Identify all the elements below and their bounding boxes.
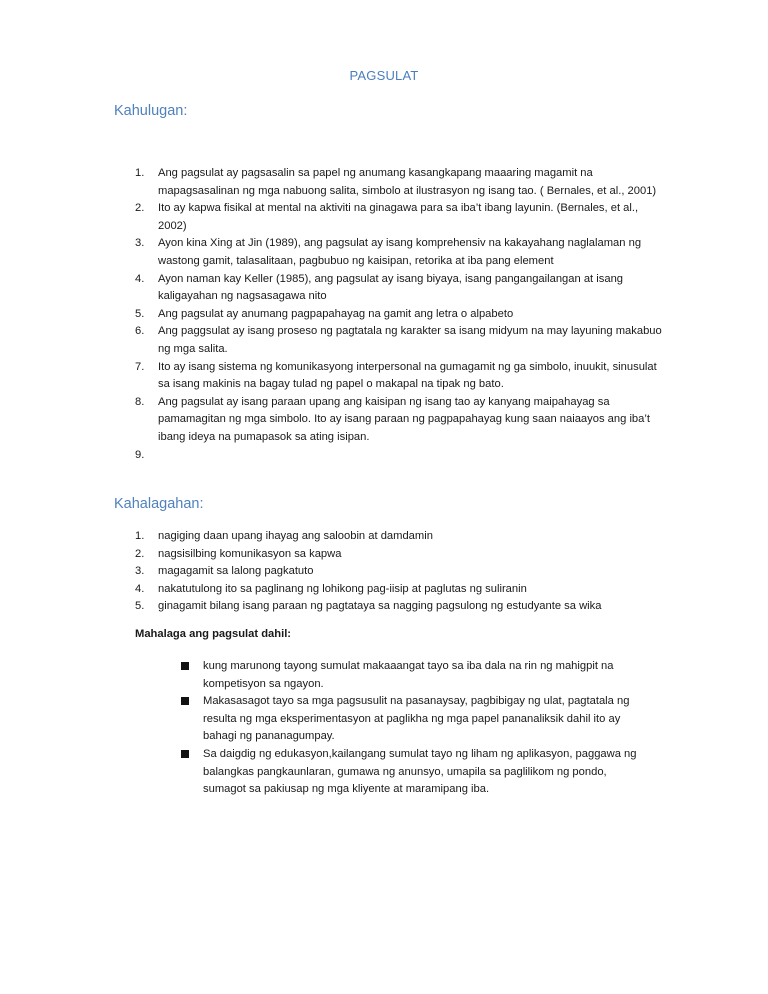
- list-item-number: 3.: [135, 237, 145, 250]
- bullet-item: [181, 746, 651, 799]
- square-bullet-icon: [181, 662, 189, 670]
- list-item: [135, 546, 665, 564]
- list-item-number: 5.: [135, 307, 145, 320]
- list-item-number: 3.: [135, 565, 145, 578]
- kahalagahan-list: [135, 528, 665, 616]
- list-item-number: 1.: [135, 167, 145, 179]
- list-item-text: Ito ay kapwa fisikal at mental na aktiviti na ginagawa para sa iba’t ibang layunin. (Bernales, et al., 2002): [158, 202, 639, 232]
- list-item: [135, 271, 665, 306]
- bullet-item-text: Makasasagot tayo sa mga pagsusulit na pasanaysay, pagbibigay ng ulat, pagtatala ng resulta ng mga eksperimentasyon at paglikha ng mga papel pananaliksik dahil ito ay bahagi ng pananagumpay.: [203, 695, 630, 743]
- list-item: [135, 447, 665, 465]
- list-item: [135, 528, 665, 546]
- list-item-text: Ang pagsulat ay anumang pagpapahayag na gamit ang letra o alpabeto: [158, 307, 514, 320]
- list-item-text: Ang pagsulat ay isang paraan upang ang kaisipan ng isang tao ay kanyang maipahayag sa pamamagitan ng mga simbolo. Ito ay isang paraan ng pagpapahayag kung saan naiaayos ang iba’t ibang ideya na pumapasok sa ating isipan.: [158, 395, 650, 443]
- list-item-text: magagamit sa lalong pagkatuto: [158, 565, 314, 578]
- kahulugan-list: [135, 165, 665, 464]
- list-item: [135, 581, 665, 599]
- list-item: [135, 394, 665, 447]
- bullet-item: [181, 658, 651, 693]
- list-item-number: 4.: [135, 582, 145, 595]
- list-item-number: 1.: [135, 530, 145, 542]
- list-item-text: [158, 449, 161, 461]
- list-item: [135, 200, 665, 235]
- list-item: [135, 563, 665, 581]
- list-item-number: 6.: [135, 325, 145, 338]
- list-item-number: 5.: [135, 600, 145, 613]
- list-item-text: Ang paggsulat ay isang proseso ng pagtatala ng karakter sa isang midyum na may layuning makabuo ng mga salita.: [158, 325, 662, 355]
- list-item-text: ginagamit bilang isang paraan ng pagtataya sa nagging pagsulong ng estudyante sa wika: [158, 600, 602, 613]
- mahalaga-subheading: Mahalaga ang pagsulat dahil:: [135, 628, 292, 640]
- list-item-number: 4.: [135, 272, 145, 285]
- list-item-text: nagsisilbing komunikasyon sa kapwa: [158, 547, 342, 560]
- list-item: [135, 235, 665, 270]
- list-item: [135, 323, 665, 358]
- list-item-text: Ito ay isang sistema ng komunikasyong interpersonal na gumagamit ng ga simbolo, inuukit, sinusulat sa isang makinis na bagay tulad ng papel o makapal na tipak ng bato.: [158, 360, 657, 391]
- list-item: [135, 598, 665, 616]
- kahulugan-heading: Kahulugan:: [114, 103, 188, 119]
- list-item-number: 8.: [135, 395, 145, 408]
- list-item-number: 7.: [135, 360, 145, 373]
- list-item-number: 2.: [135, 547, 145, 560]
- list-item-number: 2.: [135, 202, 145, 215]
- list-item-text: Ayon naman kay Keller (1985), ang pagsulat ay isang biyaya, isang pangangailangan at isang kaligayahan ng nagsasagawa nito: [158, 272, 624, 303]
- mahalaga-bullet-list: [181, 658, 651, 799]
- bullet-item-text: Sa daigdig ng edukasyon,kailangang sumulat tayo ng liham ng aplikasyon, paggawa ng balangkas pangkaunlaran, gumawa ng anunsyo, umapila sa paglilikom ng pondo, sumagot sa pakiusap ng mga kliyente at maramipang iba.: [203, 747, 637, 796]
- list-item-text: nagiging daan upang ihayag ang saloobin at damdamin: [158, 530, 433, 542]
- bullet-item-text: kung marunong tayong sumulat makaaangat tayo sa iba dala na rin ng mahigpit na kompetisyon sa ngayon.: [203, 660, 614, 690]
- square-bullet-icon: [181, 697, 189, 705]
- list-item: [135, 359, 665, 394]
- list-item: [135, 306, 665, 324]
- list-item-text: Ang pagsulat ay pagsasalin sa papel ng anumang kasangkapang maaaring magamit na mapagsasalinan ng mga nabuong salita, simbolo at ilustrasyon ng isang tao. ( Bernales, et al., 2001): [158, 167, 657, 197]
- kahalagahan-heading: Kahalagahan:: [114, 496, 204, 512]
- list-item: [135, 165, 665, 200]
- list-item-number: 9.: [135, 448, 145, 461]
- list-item-text: nakatutulong ito sa paglinang ng lohikong pag-iisip at paglutas ng suliranin: [158, 582, 527, 595]
- document-title: PAGSULAT: [349, 68, 419, 83]
- list-item-text: Ayon kina Xing at Jin (1989), ang pagsulat ay isang komprehensiv na kakayahang naglalaman ng wastong gamit, talasalitaan, pagbubuo ng kaisipan, retorika at iba pang element: [158, 237, 642, 267]
- square-bullet-icon: [181, 750, 189, 758]
- bullet-item: [181, 693, 651, 746]
